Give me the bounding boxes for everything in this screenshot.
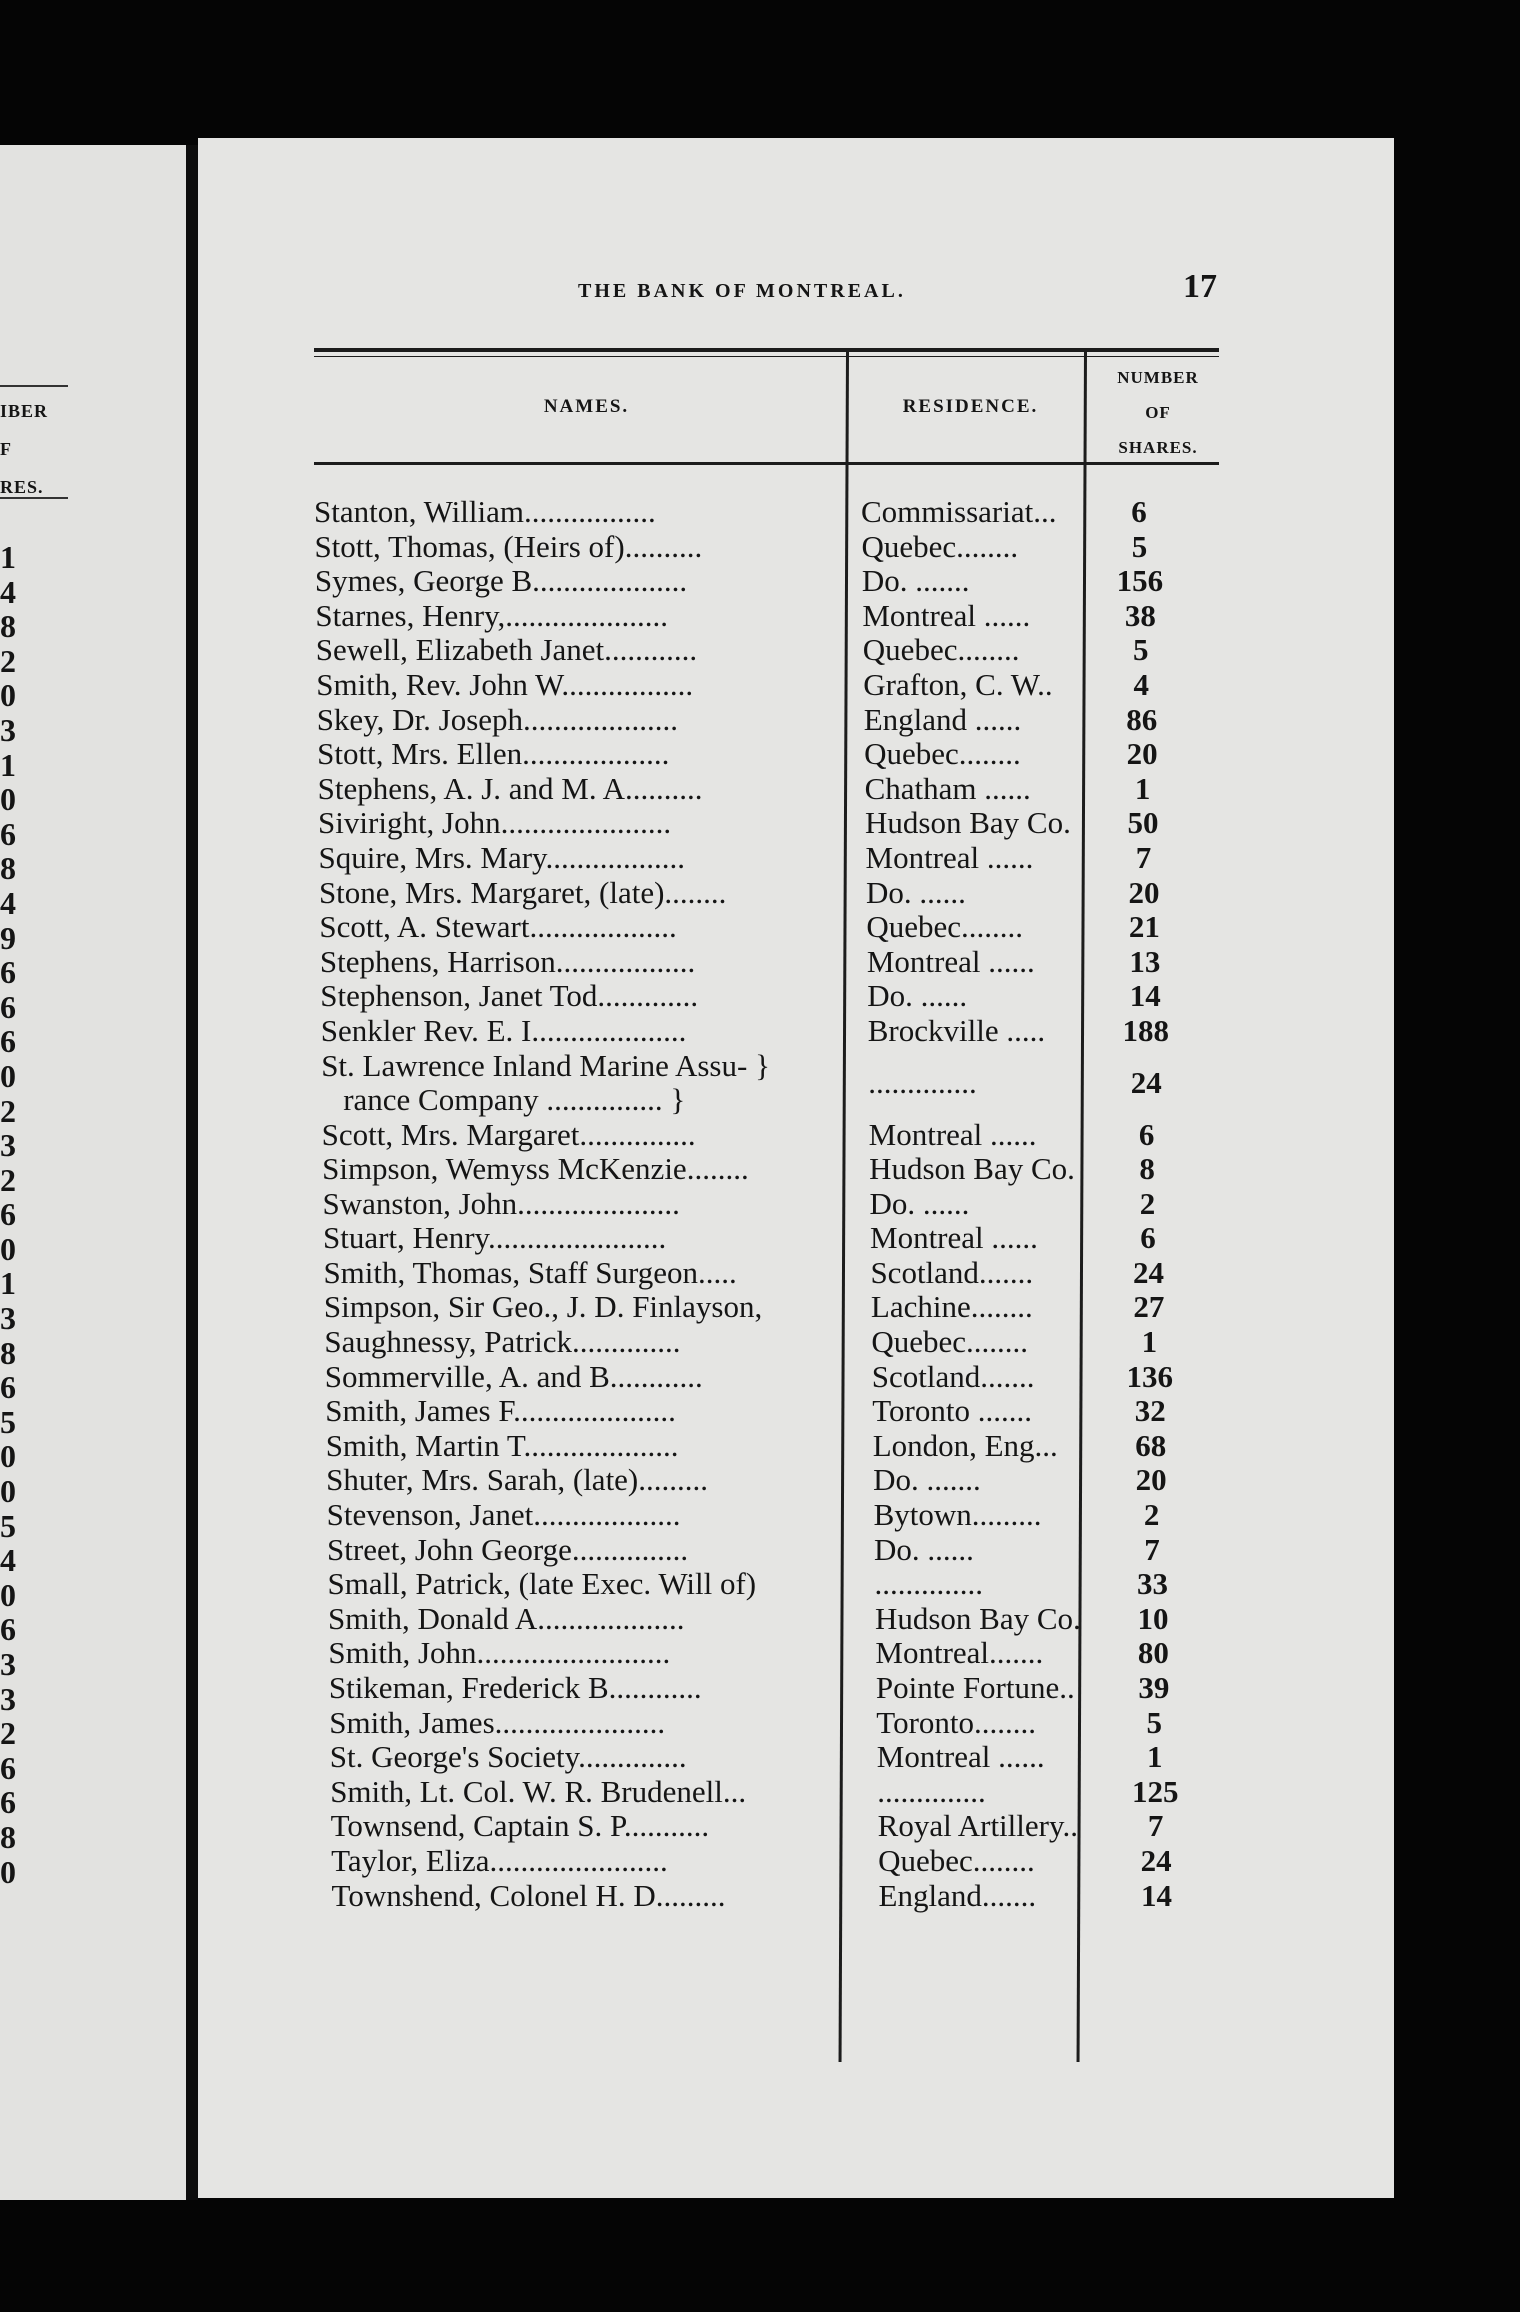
- share-count: 10: [1137, 1600, 1169, 1636]
- facing-page-number: 2: [0, 1092, 16, 1129]
- residence: Do. .......: [873, 1463, 981, 1498]
- shareholder-name: Street, John George...............: [327, 1532, 689, 1567]
- share-count: 38: [1124, 597, 1156, 633]
- residence: Scotland.......: [871, 1359, 1035, 1394]
- shareholder-name: Sewell, Elizabeth Janet............: [315, 633, 698, 668]
- shareholder-table: [314, 495, 1304, 1913]
- table-row: [323, 1221, 1304, 1256]
- table-row: [322, 1152, 1304, 1187]
- facing-header-line: IBER: [0, 401, 49, 421]
- share-count: 20: [1126, 736, 1158, 772]
- table-row: [324, 1325, 1304, 1360]
- shareholder-name: Townsend, Captain S. P...........: [330, 1809, 710, 1844]
- shares-header-line: OF: [1145, 403, 1171, 422]
- residence: Do. .......: [861, 564, 970, 599]
- facing-page-number: 4: [0, 884, 16, 921]
- shareholder-name: Smith, John.........................: [328, 1636, 671, 1671]
- facing-page-number: 0: [0, 1576, 16, 1613]
- shareholder-name-line: St. Lawrence Inland Marine Assu- }: [321, 1048, 770, 1083]
- residence: Do. ......: [865, 875, 966, 910]
- shareholder-name: Shuter, Mrs. Sarah, (late).........: [326, 1463, 709, 1498]
- facing-page-number: 3: [0, 1646, 16, 1682]
- facing-page-rule: [0, 385, 68, 387]
- share-count: 24: [1130, 1064, 1162, 1100]
- facing-page-number: 3: [0, 1680, 16, 1717]
- residence: Montreal ......: [865, 840, 1034, 875]
- shareholder-name: Senkler Rev. E. I....................: [320, 1013, 687, 1048]
- facing-page-number: 3: [0, 1300, 16, 1337]
- table-row: [320, 945, 1304, 980]
- facing-page-number: 6: [0, 1023, 16, 1060]
- residence: Hudson Bay Co.: [869, 1152, 1075, 1187]
- facing-page-number: 8: [0, 850, 16, 887]
- share-count: 5: [1133, 632, 1149, 668]
- shareholder-name: Starnes, Henry,.....................: [315, 598, 669, 633]
- running-title: THE BANK OF MONTREAL.: [578, 280, 906, 302]
- shareholder-name: Stephens, A. J. and M. A..........: [317, 771, 703, 806]
- residence: Pointe Fortune..: [875, 1671, 1075, 1705]
- facing-page-number: 6: [0, 1369, 16, 1406]
- facing-page-number: 4: [0, 1542, 16, 1579]
- residence: England ......: [863, 702, 1022, 737]
- shareholder-name: [321, 1049, 866, 1118]
- residence: ..............: [874, 1567, 983, 1602]
- residence: England.......: [878, 1878, 1037, 1913]
- table-row: [316, 633, 1304, 668]
- table-row: [323, 1187, 1304, 1222]
- share-count: 32: [1134, 1393, 1166, 1429]
- residence: Quebec........: [878, 1843, 1035, 1878]
- facing-page-number: 0: [0, 1473, 16, 1510]
- share-count: 80: [1137, 1635, 1169, 1671]
- shareholder-name: Symes, George B....................: [314, 564, 688, 599]
- share-count: 7: [1144, 1531, 1160, 1567]
- share-count: 6: [1140, 1220, 1156, 1256]
- facing-page-number: 3: [0, 711, 16, 748]
- table-row: [328, 1602, 1304, 1637]
- share-count: 86: [1126, 701, 1158, 737]
- table-row: [316, 668, 1304, 703]
- shareholder-name: Scott, A. Stewart...................: [319, 910, 677, 945]
- table-row: [332, 1879, 1304, 1914]
- residence: Do. ......: [869, 1186, 970, 1221]
- facing-page-number: 0: [0, 1438, 16, 1475]
- shareholder-name: Stuart, Henry.......................: [323, 1221, 667, 1256]
- residence: Chatham ......: [864, 771, 1031, 806]
- table-row: [327, 1533, 1304, 1568]
- residence: Royal Artillery..: [877, 1809, 1078, 1844]
- ledger-page: [198, 138, 1394, 2198]
- facing-page-number: 9: [0, 919, 16, 956]
- column-header-shares: [1083, 360, 1233, 465]
- share-count: 20: [1128, 874, 1160, 910]
- table-row: [328, 1636, 1304, 1671]
- shareholder-name: Simpson, Sir Geo., J. D. Finlayson,: [323, 1290, 763, 1325]
- share-count: 39: [1138, 1670, 1170, 1705]
- share-count: 136: [1126, 1358, 1174, 1394]
- share-count: 21: [1128, 909, 1160, 945]
- facing-page-number: 6: [0, 1196, 16, 1233]
- share-count: 24: [1140, 1842, 1172, 1878]
- residence: Montreal ......: [876, 1740, 1045, 1775]
- residence: Hudson Bay Co.: [865, 806, 1071, 841]
- residence: Montreal.......: [875, 1636, 1044, 1671]
- table-row: [321, 1014, 1304, 1049]
- share-count: 1: [1147, 1739, 1163, 1775]
- facing-page-number: 2: [0, 1161, 16, 1198]
- share-count: 1: [1141, 1324, 1158, 1360]
- residence: Quebec........: [871, 1325, 1029, 1360]
- table-row: [331, 1809, 1304, 1844]
- residence: Quebec........: [864, 737, 1021, 772]
- share-count: 33: [1137, 1566, 1168, 1602]
- facing-page-number: 1: [0, 539, 16, 575]
- facing-page-number: 8: [0, 1334, 16, 1371]
- shareholder-name: Smith, James F.....................: [325, 1394, 676, 1429]
- share-count: 5: [1131, 528, 1148, 564]
- residence: Montreal ......: [870, 1221, 1038, 1256]
- residence: Toronto........: [876, 1705, 1037, 1740]
- shareholder-name: Stevenson, Janet...................: [326, 1498, 681, 1533]
- shareholder-name-line: rance Company ............... }: [343, 1082, 686, 1117]
- shareholder-name: Stone, Mrs. Margaret, (late)........: [318, 875, 727, 910]
- facing-header-line: F: [0, 439, 12, 459]
- shareholder-name: Smith, Rev. John W.................: [316, 667, 694, 702]
- shareholder-name: Siviright, John......................: [318, 806, 672, 841]
- table-row: [325, 1394, 1304, 1429]
- share-count: 13: [1129, 943, 1161, 979]
- share-count: 50: [1127, 805, 1159, 841]
- residence: London, Eng...: [872, 1428, 1058, 1463]
- share-count: 5: [1146, 1704, 1163, 1740]
- table-row: [319, 910, 1304, 945]
- residence: Grafton, C. W..: [863, 667, 1053, 702]
- residence: Commissariat...: [861, 495, 1057, 529]
- residence: Quebec........: [861, 529, 1019, 564]
- residence: Scotland.......: [870, 1255, 1034, 1290]
- shares-header-line: SHARES.: [1118, 438, 1198, 457]
- table-row: [314, 495, 1304, 530]
- shareholder-name: Smith, James......................: [329, 1705, 666, 1740]
- table-row: [328, 1567, 1305, 1602]
- residence: ..............: [877, 1774, 986, 1809]
- residence: Hudson Bay Co.: [874, 1601, 1081, 1636]
- facing-page-number: 5: [0, 1507, 16, 1544]
- shareholder-name: Swanston, John.....................: [322, 1186, 680, 1221]
- residence: Bytown.........: [873, 1498, 1042, 1533]
- shareholder-name: Sommerville, A. and B............: [324, 1359, 703, 1394]
- facing-page-number: 4: [0, 573, 16, 610]
- share-count: 8: [1139, 1151, 1155, 1187]
- share-count: 7: [1147, 1808, 1164, 1844]
- table-row: [327, 1498, 1304, 1533]
- shareholder-name: Townshend, Colonel H. D.........: [331, 1878, 726, 1913]
- residence: Montreal ......: [868, 1117, 1037, 1152]
- share-count: 2: [1143, 1497, 1160, 1533]
- share-count: 14: [1129, 978, 1161, 1014]
- shareholder-name: Stott, Mrs. Ellen...................: [317, 737, 670, 772]
- table-row: [315, 599, 1304, 634]
- table-row: [326, 1429, 1304, 1464]
- residence: ..............: [868, 1065, 977, 1100]
- table-row: [330, 1740, 1304, 1775]
- residence: Lachine........: [870, 1290, 1033, 1325]
- share-count: 156: [1116, 563, 1164, 599]
- share-count: 14: [1141, 1877, 1173, 1913]
- facing-page-number: 0: [0, 677, 16, 714]
- table-row: [329, 1671, 1304, 1706]
- shareholder-name: Stikeman, Frederick B............: [328, 1671, 702, 1705]
- share-count: 7: [1135, 839, 1152, 875]
- table-row: [324, 1290, 1304, 1325]
- shareholder-name: Squire, Mrs. Mary..................: [318, 840, 686, 875]
- shareholder-name: Stephenson, Janet Tod.............: [320, 979, 699, 1014]
- facing-page-number: 1: [0, 1265, 16, 1302]
- table-row: [326, 1463, 1304, 1498]
- facing-page-number: 0: [0, 1057, 16, 1094]
- table-row: [329, 1706, 1304, 1741]
- facing-page-number: 6: [0, 1749, 16, 1786]
- share-count: 4: [1133, 666, 1149, 702]
- shareholder-name: Smith, Martin T....................: [325, 1428, 679, 1463]
- shareholder-name: Smith, Thomas, Staff Surgeon.....: [323, 1255, 737, 1290]
- table-row: [318, 772, 1304, 807]
- facing-page-number: 0: [0, 1853, 16, 1890]
- facing-page-number: 0: [0, 781, 16, 818]
- shareholder-name: Stephens, Harrison..................: [319, 944, 696, 979]
- residence: Do. ......: [874, 1532, 974, 1567]
- facing-page-number: 2: [0, 1715, 16, 1752]
- shareholder-name: Simpson, Wemyss McKenzie........: [322, 1152, 749, 1187]
- facing-page-number: 3: [0, 1127, 16, 1164]
- table-row: [317, 703, 1304, 738]
- share-count: 24: [1132, 1254, 1164, 1290]
- table-row: [319, 876, 1304, 911]
- column-header-names: NAMES.: [543, 396, 630, 417]
- table-row: [317, 737, 1304, 772]
- shareholder-name: Smith, Lt. Col. W. R. Brudenell...: [330, 1774, 747, 1809]
- page-number: 17: [1183, 268, 1217, 305]
- shareholder-name: Small, Patrick, (late Exec. Will of): [327, 1567, 757, 1602]
- share-count: 1: [1134, 770, 1151, 806]
- facing-page: [0, 145, 186, 2200]
- residence: Montreal ......: [866, 944, 1035, 979]
- table-row: [320, 979, 1304, 1014]
- table-row: [330, 1775, 1304, 1810]
- share-count: 188: [1122, 1012, 1169, 1048]
- facing-header-line: RES.: [0, 477, 44, 497]
- facing-page-number: 0: [0, 1230, 16, 1267]
- facing-page-number: 6: [0, 1611, 16, 1648]
- column-header-residence: RESIDENCE.: [902, 396, 1039, 417]
- share-count: 20: [1135, 1462, 1167, 1498]
- facing-page-number: 5: [0, 1403, 16, 1440]
- share-count: 2: [1139, 1185, 1156, 1221]
- facing-page-number: 2: [0, 642, 16, 679]
- book-gutter: [186, 145, 198, 2200]
- shareholder-name: Stott, Thomas, (Heirs of)..........: [314, 529, 703, 564]
- table-row: [314, 530, 1304, 565]
- shareholder-name: Saughnessy, Patrick..............: [324, 1325, 681, 1360]
- shareholder-name: St. George's Society..............: [329, 1740, 687, 1775]
- share-count: 68: [1135, 1427, 1167, 1463]
- table-row: [322, 1118, 1304, 1153]
- share-count: 125: [1131, 1773, 1179, 1809]
- facing-page-header: [0, 392, 60, 506]
- residence: Quebec........: [866, 910, 1024, 945]
- residence: Montreal ......: [862, 598, 1031, 633]
- facing-page-number: 8: [0, 1818, 16, 1855]
- shareholder-name: Taylor, Eliza.......................: [331, 1843, 668, 1878]
- table-row: [315, 564, 1304, 599]
- facing-page-number: 6: [0, 1784, 16, 1821]
- shareholder-name: Smith, Donald A...................: [327, 1601, 685, 1636]
- facing-page-number: 8: [0, 608, 16, 645]
- residence: Do. ......: [867, 979, 968, 1014]
- facing-page-number: 6: [0, 988, 16, 1025]
- facing-page-number: 6: [0, 954, 16, 991]
- share-count: 6: [1131, 494, 1147, 529]
- facing-page-number: 6: [0, 815, 16, 852]
- facing-page-rule: [0, 497, 68, 499]
- table-row: [321, 1049, 1304, 1118]
- share-count: 6: [1138, 1116, 1155, 1152]
- shareholder-name: Skey, Dr. Joseph....................: [316, 702, 679, 737]
- table-row: [331, 1844, 1304, 1879]
- residence: Quebec........: [862, 633, 1020, 668]
- facing-page-numbers: [0, 540, 40, 1889]
- residence: Toronto .......: [872, 1394, 1032, 1429]
- share-count: 27: [1133, 1289, 1165, 1325]
- table-row: [325, 1360, 1304, 1395]
- shares-header-line: NUMBER: [1117, 368, 1199, 387]
- facing-page-number: 1: [0, 746, 16, 783]
- shareholder-name: Scott, Mrs. Margaret...............: [321, 1117, 696, 1152]
- residence: Brockville .....: [867, 1013, 1046, 1048]
- table-row: [323, 1256, 1304, 1291]
- shareholder-name: Stanton, William.................: [314, 495, 656, 529]
- table-row: [318, 806, 1304, 841]
- table-row: [319, 841, 1305, 876]
